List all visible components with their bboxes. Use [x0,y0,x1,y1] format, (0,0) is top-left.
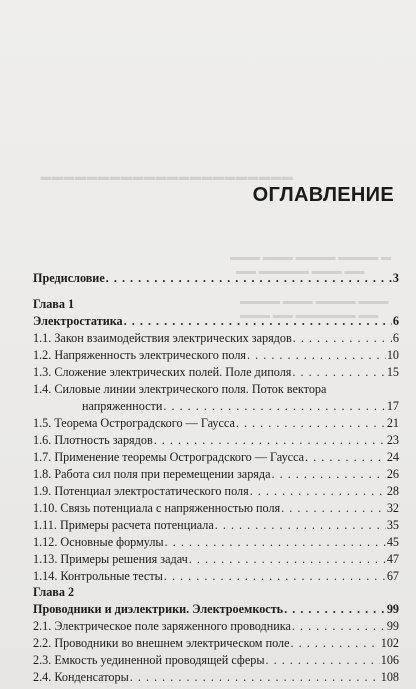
toc-entry-title: 1.4. Силовые линии электрического поля. Поток вектора [33,382,327,396]
chapter-label: Глава 2 [33,585,75,599]
toc-entry [33,330,399,347]
toc-entry-title-cont: напряженности [82,399,163,413]
leader-dots [281,500,386,517]
toc-entry-continuation [33,398,399,415]
chapter-label-row [33,296,399,313]
toc-entry [33,669,399,686]
toc-entry-page: 99 [386,619,399,633]
toc-entry [33,534,399,551]
toc-entry [33,652,399,669]
toc-entry [33,551,399,568]
toc-entry [33,568,399,585]
toc-chapter-1 [33,296,399,585]
leader-dots [189,551,386,568]
bleed-through-line: ▬▬▬ ▬▬▬▬ ▬▬▬ ▬▬▬▬ [240,296,389,307]
toc-entry-title: 1.12. Основные формулы [33,535,164,549]
toc-entry-page: 26 [386,467,399,481]
toc-entry [33,483,399,500]
toc-entry [33,432,399,449]
toc-entry-page: 32 [386,501,399,515]
chapter-title: Проводники и диэлектрики. Электроемкость [33,602,284,616]
toc-entry-title: 1.9. Потенциал электростатического поля [33,484,249,498]
toc-entry-title: 1.13. Примеры решения задач [33,552,188,566]
leader-dots [247,347,386,364]
toc-entry [33,449,399,466]
toc-entry-title: Предисловие [33,271,105,285]
toc-entry-page: 67 [386,569,399,583]
toc-entry-page: 47 [386,552,399,566]
toc-entry-title: 2.2. Проводники во внешнем электрическом поле [33,636,290,650]
leader-dots [130,669,380,686]
leader-dots [292,618,386,635]
toc-entry-page: 6 [392,314,399,328]
toc-entry-page: 17 [386,399,399,413]
toc-entry [33,381,399,398]
toc-entry-page: 23 [386,433,399,447]
chapter-title: Электростатика [33,314,123,328]
toc-preface [33,270,399,287]
leader-dots [284,601,386,618]
bleed-through-line: ▬▬ ▬▬▬▬▬▬ ▬▬ ▬▬▬ [240,310,379,321]
toc-entry-page: 3 [392,271,399,285]
leader-dots [292,364,385,381]
bleed-through-line: ▬▬ ▬▬▬ ▬▬▬▬▬ ▬▬ [236,266,365,277]
toc-entry [33,618,399,635]
toc-entry-title: 1.1. Закон взаимодействия электрических зарядов [33,331,292,345]
leader-dots [272,466,386,483]
bleed-through-heading: ▬▬▬▬▬▬▬▬▬▬▬▬▬▬▬▬▬▬▬▬▬▬ [40,171,293,183]
leader-dots [124,313,392,330]
bleed-through-line: ▬ ▬▬▬▬ ▬▬▬▬ ▬▬▬ ▬▬▬ [230,252,392,263]
toc-entry-title: 1.14. Контрольные тесты [33,569,163,583]
leader-dots [106,270,392,287]
leader-dots [165,534,386,551]
toc-entry-title: 1.7. Применение теоремы Остроградского — Гаусса [33,450,305,464]
toc-entry-title: 1.3. Сложение электрических полей. Поле диполя [33,365,292,379]
toc-entry [33,347,399,364]
toc-entry-page: 106 [380,653,399,667]
toc-entry-page: 108 [380,670,399,684]
toc-entry [33,635,399,652]
toc-entry [33,500,399,517]
toc-entry-page: 28 [386,484,399,498]
leader-dots [305,449,386,466]
leader-dots [293,330,392,347]
toc-entry-title: 1.11. Примеры расчета потенциала [33,518,214,532]
toc-entry-page: 99 [386,602,399,616]
toc-entry-page: 102 [380,636,399,650]
toc-entry-title: 2.3. Емкость уединенной проводящей сферы [33,653,265,667]
toc-entry-page: 10 [386,348,399,362]
leader-dots [291,635,380,652]
leader-dots [250,483,386,500]
leader-dots [163,398,385,415]
toc-entry-title: 2.1. Электрическое поле заряженного проводника [33,619,291,633]
page-title: ОГЛАВЛЕНИЕ [252,184,394,206]
toc-entry-page: 21 [386,416,399,430]
toc-entry [33,601,399,618]
toc-entry-title: 2.4. Конденсаторы [33,670,129,684]
toc-entry-title: 1.10. Связь потенциала с напряженностью поля [33,501,281,515]
toc-entry [33,415,399,432]
toc-entry [33,517,399,534]
toc-entry [33,313,399,330]
toc-chapter-2 [33,584,399,686]
leader-dots [154,432,386,449]
toc-entry-page: 45 [386,535,399,549]
toc-entry-title: 1.6. Плотность зарядов [33,433,153,447]
leader-dots [164,568,386,585]
leader-dots [215,517,386,534]
toc-entry-title: 1.2. Напряженность электрического поля [33,348,247,362]
toc-entry [33,270,399,287]
leader-dots [236,415,386,432]
toc-entry [33,466,399,483]
toc-entry [33,364,399,381]
toc-entry-page: 15 [386,365,399,379]
toc-entry-page: 6 [392,331,399,345]
toc-entry-page: 24 [386,450,399,464]
chapter-label-row [33,584,399,601]
chapter-label: Глава 1 [33,297,75,311]
toc-entry-title: 1.5. Теорема Остроградского — Гаусса [33,416,235,430]
toc-entry-title: 1.8. Работа сил поля при перемещении заряда [33,467,271,481]
leader-dots [266,652,380,669]
toc-entry-page: 35 [386,518,399,532]
